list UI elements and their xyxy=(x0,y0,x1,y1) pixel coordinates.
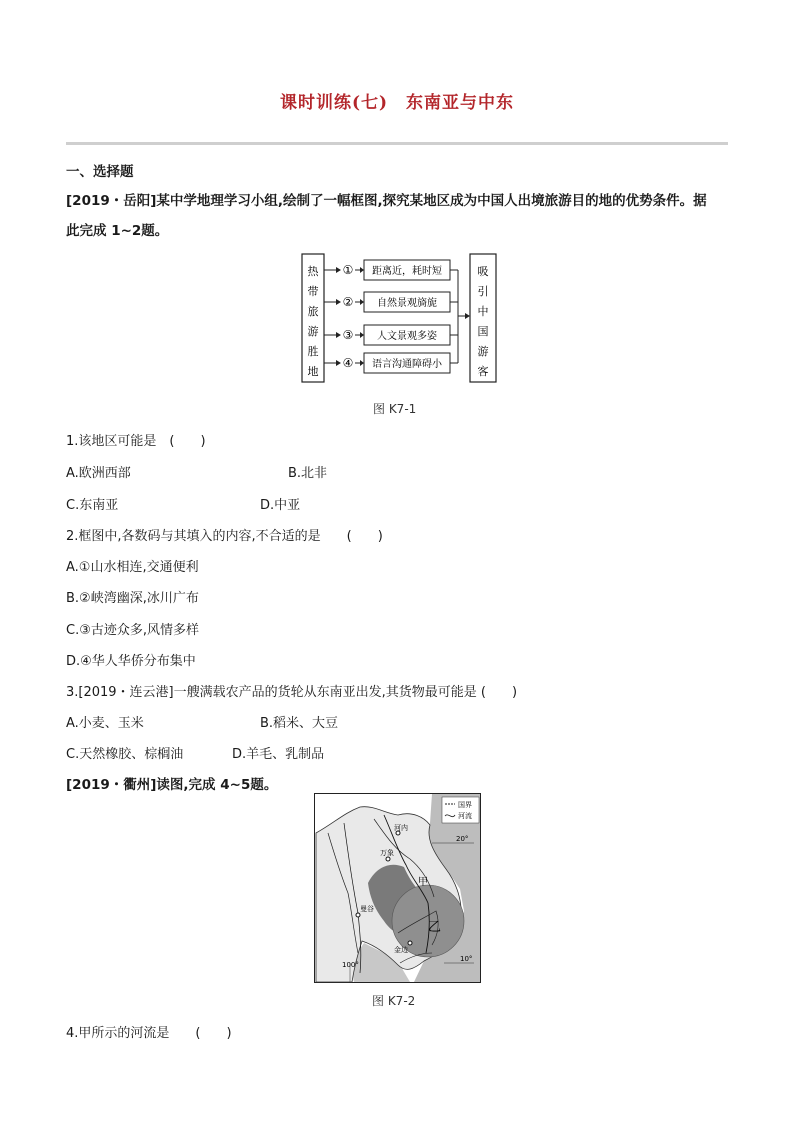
row-number: ③ xyxy=(342,328,354,342)
figure-caption-k7-2: 图 K7-2 xyxy=(372,994,416,1008)
diagram-row-2 xyxy=(324,292,458,312)
question-2-stem: 2.框图中,各数码与其填入的内容,不合适的是 ( ) xyxy=(66,529,383,544)
condition-text: 语言沟通障碍小 xyxy=(372,359,442,370)
city-label: 曼谷 xyxy=(360,905,374,913)
diagram-row-4 xyxy=(324,353,458,373)
intro-paragraph-2: [2019・衢州]读图,完成 4~5题。 xyxy=(66,777,278,793)
title-divider xyxy=(66,142,728,145)
q2-option-d[interactable]: D.④华人华侨分布集中 xyxy=(66,654,196,669)
diagram-row-1 xyxy=(324,260,458,280)
legend-border-label: 国界 xyxy=(458,801,472,809)
q3-option-b[interactable]: B.稻米、大豆 xyxy=(260,716,339,731)
city-marker xyxy=(356,913,360,917)
q2-option-b[interactable]: B.②峡湾幽深,冰川广布 xyxy=(66,591,199,606)
section-heading: 一、选择题 xyxy=(66,164,134,180)
city-label: 金边 xyxy=(394,946,408,954)
right-label-char: 国 xyxy=(477,325,489,338)
label-jia: 甲 xyxy=(418,877,428,888)
row-number: ④ xyxy=(342,356,354,370)
row-number: ② xyxy=(342,295,354,309)
left-label-char: 旅 xyxy=(307,305,319,318)
left-label-char: 热 xyxy=(307,265,319,278)
q1-option-b[interactable]: B.北非 xyxy=(288,466,328,481)
city-marker xyxy=(386,857,390,861)
right-label-char: 中 xyxy=(477,305,489,318)
city-marker xyxy=(408,941,412,945)
left-label-char: 游 xyxy=(307,325,319,338)
condition-text: 距离近，耗时短 xyxy=(372,266,442,277)
intro-paragraph-1 xyxy=(66,186,732,246)
intro-1-line-1: [2019・岳阳]某中学地理学习小组,绘制了一幅框图,探究某地区成为中国人出境旅游目的地的优势条件。据 xyxy=(66,193,707,209)
q3-option-a[interactable]: A.小麦、玉米 xyxy=(66,716,144,731)
figure-caption-k7-1: 图 K7-1 xyxy=(373,402,417,416)
left-label-char: 地 xyxy=(307,365,319,378)
label-yi: 乙 xyxy=(428,920,442,935)
question-1-stem: 1.该地区可能是 ( ) xyxy=(66,434,206,449)
page-title: 课时训练(七) 东南亚与中东 xyxy=(279,93,515,113)
lat-label-10: 10° xyxy=(460,955,473,963)
diagram-row-3 xyxy=(324,325,458,345)
right-label-char: 游 xyxy=(477,345,489,358)
q2-option-a[interactable]: A.①山水相连,交通便利 xyxy=(66,560,199,575)
intro-1-line-2: 此完成 1~2题。 xyxy=(66,223,169,239)
q3-option-c[interactable]: C.天然橡胶、棕榈油 xyxy=(66,747,184,762)
right-label-char: 客 xyxy=(477,365,489,378)
left-label-char: 胜 xyxy=(307,345,319,358)
tourism-flow-diagram xyxy=(300,252,500,384)
row-number: ① xyxy=(342,263,354,277)
q3-option-d[interactable]: D.羊毛、乳制品 xyxy=(232,747,325,762)
right-label-char: 吸 xyxy=(477,265,489,278)
right-label-char: 引 xyxy=(477,285,489,298)
legend-river-label: 河流 xyxy=(458,812,472,820)
q2-option-c[interactable]: C.③古迹众多,风情多样 xyxy=(66,623,199,638)
arrow-to-result xyxy=(465,313,470,319)
left-label-char: 带 xyxy=(307,285,319,298)
question-4-stem: 4.甲所示的河流是 ( ) xyxy=(66,1026,232,1041)
question-3-stem: 3.[2019・连云港]一艘满载农产品的货轮从东南亚出发,其货物最可能是 ( ) xyxy=(66,685,518,700)
southeast-asia-map xyxy=(314,793,481,983)
condition-text: 自然景观旖旎 xyxy=(377,298,437,309)
city-label: 河内 xyxy=(394,824,408,832)
lon-label-100: 100° xyxy=(342,961,359,969)
condition-text: 人文景观多姿 xyxy=(377,331,437,342)
city-label: 万象 xyxy=(380,849,394,857)
q1-option-d[interactable]: D.中亚 xyxy=(260,498,301,513)
q1-option-c[interactable]: C.东南亚 xyxy=(66,498,119,513)
lat-label-20: 20° xyxy=(456,835,469,843)
q1-option-a[interactable]: A.欧洲西部 xyxy=(66,466,131,481)
